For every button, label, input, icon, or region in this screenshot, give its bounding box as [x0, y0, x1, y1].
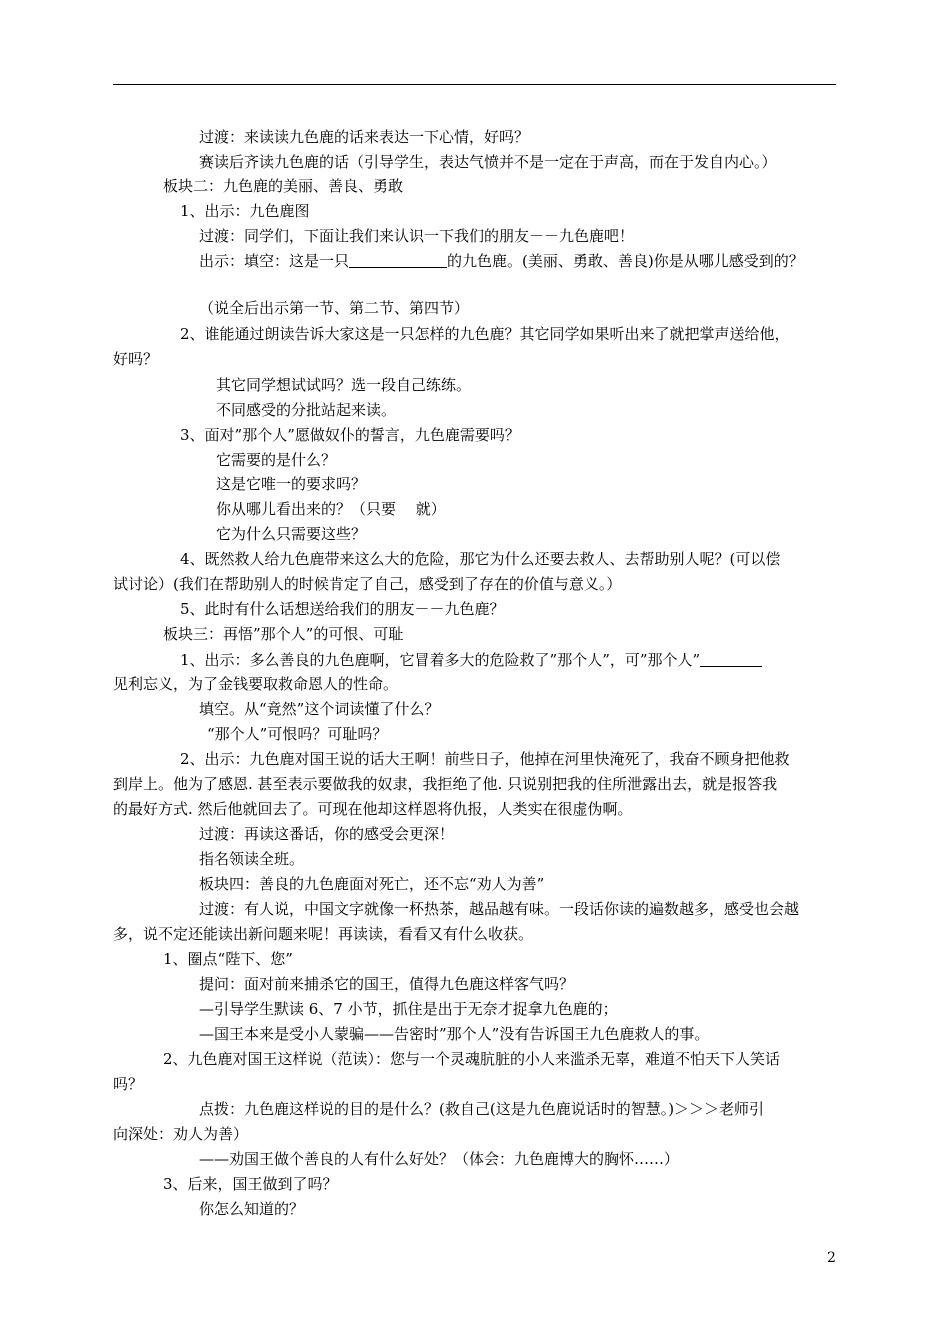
text-line: 1、圈点“陛下、您”: [163, 950, 293, 968]
text-line: —引导学生默读 6、7 小节，抓住是出于无奈才捉拿九色鹿的；: [199, 1000, 618, 1018]
text-line: [199, 251, 804, 271]
text-line: 指名领读全班。: [199, 850, 305, 868]
text-line: 5、此时有什么话想送给我们的朋友－－九色鹿？: [180, 600, 505, 618]
text-line: —国王本来是受小人蒙骗——告密时”那个人”没有告诉国王九色鹿救人的事。: [199, 1025, 710, 1043]
fill-in-blank: [349, 253, 447, 268]
section-heading: 板块三：再悟”那个人”的可恨、可耻: [163, 625, 404, 643]
section-heading: 板块二：九色鹿的美丽、善良、勇敢: [163, 177, 404, 195]
text-line: 吗？: [113, 1075, 144, 1093]
text-line: 点拨：九色鹿这样说的目的是什么？(救自己(这是九色鹿说话时的智慧。)＞＞＞老师引: [199, 1100, 765, 1118]
text-line: 过渡：同学们，下面让我们来认识一下我们的朋友－－九色鹿吧！: [199, 227, 635, 245]
text-segment: 1、出示：多么善良的九色鹿啊，它冒着多大的危险救了”那个人”，可”那个人”: [180, 651, 701, 669]
fill-in-blank: [700, 652, 762, 667]
text-line: 好吗？: [113, 350, 159, 368]
text-line: ——劝国王做个善良的人有什么好处？（体会：九色鹿博大的胸怀……）: [199, 1150, 680, 1168]
header-rule: [113, 84, 836, 85]
fill-in-prompt: 出示：填空：这是一只: [199, 252, 350, 270]
text-line: 它为什么只需要这些？: [216, 525, 367, 543]
text-line: 见利忘义，为了金钱要取救命恩人的性命。: [113, 675, 399, 693]
text-line: 多，说不定还能读出新问题来呢！再读读，看看又有什么收获。: [113, 925, 534, 943]
text-line: 填空。从“竟然”这个词读懂了什么？: [199, 700, 440, 718]
text-line: 试讨论）(我们在帮助别人的时候肯定了自己，感受到了存在的价值与意义。）: [113, 575, 622, 593]
text-line: 1、出示：九色鹿图: [180, 202, 310, 220]
text-line: 4、既然救人给九色鹿带来这么大的危险，那它为什么还要去救人、去帮助别人呢？(可以偿: [180, 550, 781, 568]
text-line: 到岸上。他为了感恩. 甚至表示要做我的奴隶，我拒绝了他. 只说别把我的住所泄露出去，就是报答我: [113, 775, 778, 793]
text-line: 过渡：再读这番话，你的感受会更深！: [199, 825, 455, 843]
text-line: 提问：面对前来捕杀它的国王，值得九色鹿这样客气吗？: [199, 975, 575, 993]
text-line: 向深处：劝人为善）: [113, 1125, 249, 1143]
text-line: “那个人”可恨吗？可耻吗？: [207, 725, 388, 743]
text-line: 过渡：来读读九色鹿的话来表达一下心情，好吗？: [199, 128, 530, 146]
text-line: 2、九色鹿对国王这样说（范读）：您与一个灵魂肮脏的小人来滥杀无辜，难道不怕天下人笑话: [163, 1050, 781, 1068]
fill-in-rest: 的九色鹿。(美丽、勇敢、善良)你是从哪儿感受到的？: [447, 252, 804, 270]
page-number: 2: [827, 1250, 836, 1266]
text-line: 过渡：有人说，中国文字就像一杯热茶，越品越有味。一段话你读的遍数越多，感受也会越: [199, 900, 800, 918]
text-line: 不同感受的分批站起来读。: [216, 401, 397, 419]
text-line: 它需要的是什么？: [216, 451, 337, 469]
section-heading: 板块四：善良的九色鹿面对死亡，还不忘“劝人为善”: [199, 875, 545, 893]
text-line: 3、后来，国王做到了吗？: [163, 1175, 338, 1193]
text-line: [180, 650, 762, 670]
text-line: 你怎么知道的？: [199, 1200, 305, 1218]
text-line: 其它同学想试试吗？选一段自己练练。: [216, 376, 472, 394]
text-line: 你从哪儿看出来的？（只要 就）: [216, 500, 446, 518]
text-line: 3、面对”那个人”愿做奴仆的誓言，九色鹿需要吗？: [180, 426, 520, 444]
text-line: 的最好方式. 然后他就回去了。可现在他却这样恩将仇报，人类实在很虚伪啊。: [113, 800, 633, 818]
text-line: （说全后出示第一节、第二节、第四节）: [199, 299, 470, 317]
text-line: 2、谁能通过朗读告诉大家这是一只怎样的九色鹿？其它同学如果听出来了就把掌声送给他，: [180, 325, 790, 343]
text-line: 2、出示：九色鹿对国王说的话大王啊！前些日子，他掉在河里快淹死了，我奋不顾身把他救: [180, 750, 790, 768]
text-line: 赛读后齐读九色鹿的话（引导学生，表达气愤并不是一定在于声高，而在于发自内心。）: [199, 153, 777, 171]
text-line: 这是它唯一的要求吗？: [216, 475, 367, 493]
